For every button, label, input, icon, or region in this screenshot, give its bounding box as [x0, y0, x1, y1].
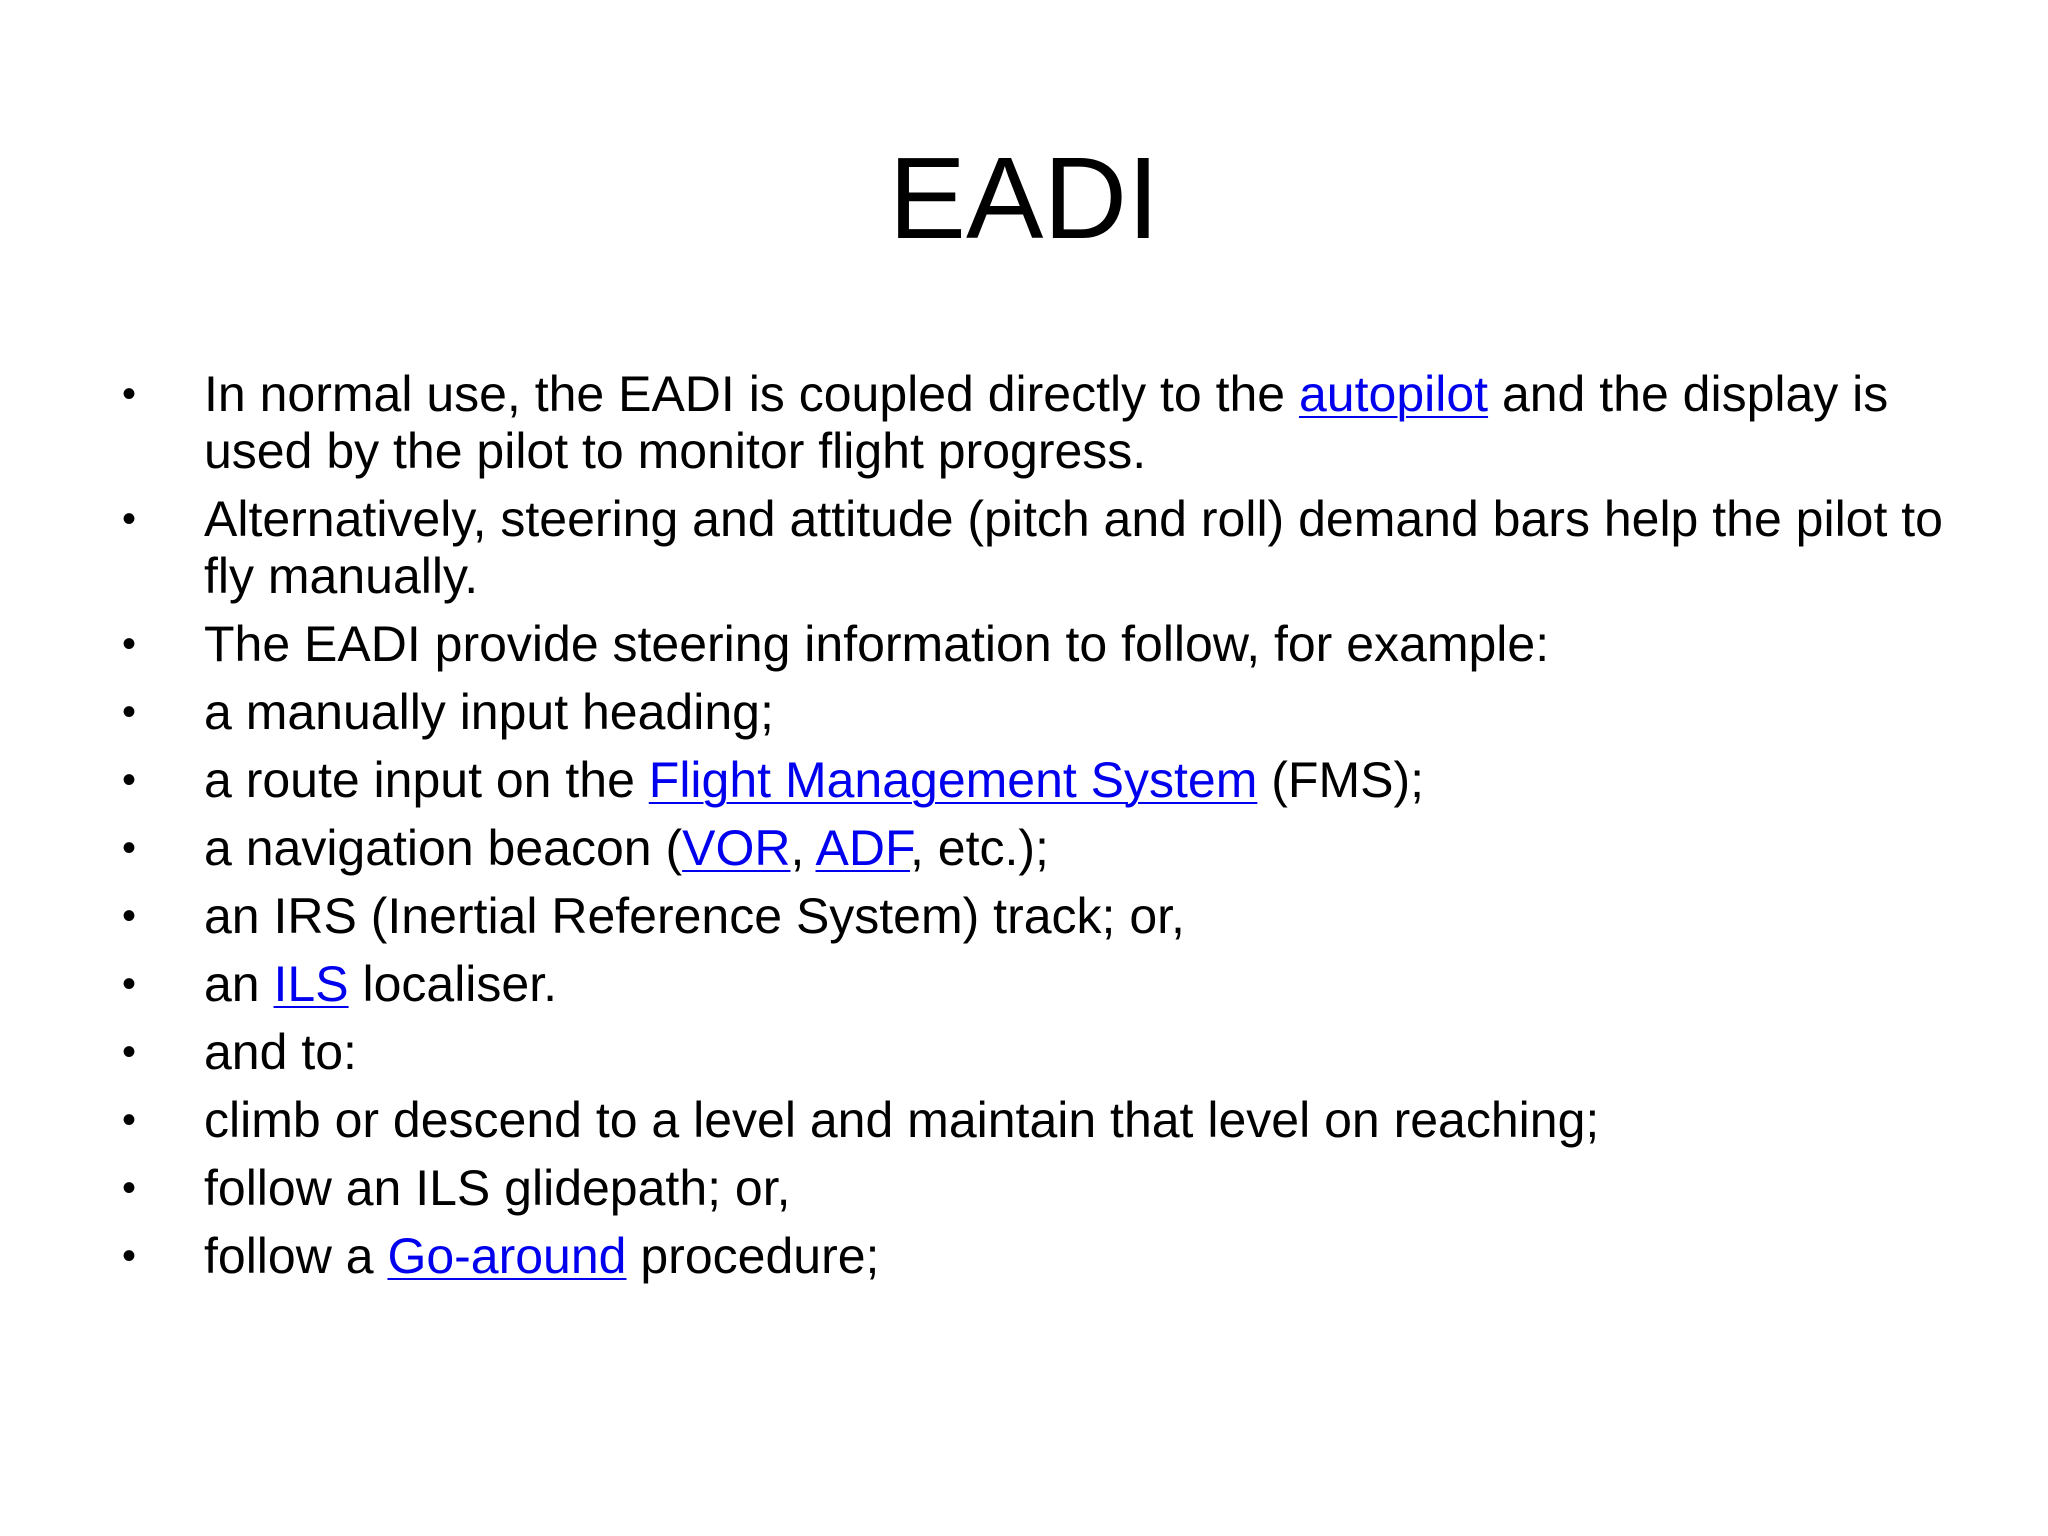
bullet-text: (FMS);	[1257, 752, 1425, 808]
bullet-text: procedure;	[626, 1228, 880, 1284]
link-adf[interactable]: ADF	[815, 820, 910, 876]
bullet-dot-icon: •	[122, 1234, 137, 1278]
bullet-text: follow a	[204, 1228, 388, 1284]
bullet-text: a manually input heading;	[204, 684, 774, 740]
bullet-dot-icon: •	[122, 826, 137, 870]
bullet-text: climb or descend to a level and maintain that level on reaching;	[204, 1092, 1600, 1148]
bullet-dot-icon: •	[122, 758, 137, 802]
bullet-text: Alternatively, steering and attitude (pitch and roll) demand bars help the pilot to fly manually.	[204, 491, 1943, 604]
bullet-text: an IRS (Inertial Reference System) track; or,	[204, 888, 1185, 944]
bullet-text: The EADI provide steering information to follow, for example:	[204, 616, 1550, 672]
bullet-text: localiser.	[348, 956, 558, 1012]
link-ils[interactable]: ILS	[273, 956, 349, 1012]
bullet-item-12	[120, 1228, 1960, 1285]
bullet-item-1	[120, 366, 1960, 480]
link-flight-management-system[interactable]: Flight Management System	[648, 752, 1258, 808]
bullet-text: a navigation beacon (	[204, 820, 683, 876]
bullet-text: and the display is used by the pilot to monitor flight progress.	[204, 366, 1889, 479]
bullet-dot-icon: •	[122, 1166, 137, 1210]
bullet-item-7	[120, 888, 1960, 945]
bullet-item-2	[120, 491, 1960, 605]
link-autopilot[interactable]: autopilot	[1299, 366, 1489, 422]
bullet-item-9	[120, 1024, 1960, 1081]
bullet-item-11	[120, 1160, 1960, 1217]
bullet-dot-icon: •	[122, 894, 137, 938]
bullet-dot-icon: •	[122, 962, 137, 1006]
slide-title: EADI	[888, 133, 1160, 263]
bullet-text: follow an ILS glidepath; or,	[204, 1160, 791, 1216]
bullet-item-10	[120, 1092, 1960, 1149]
link-go-around[interactable]: Go-around	[387, 1228, 627, 1284]
bullet-item-8	[120, 956, 1960, 1013]
bullet-text: ,	[790, 820, 816, 876]
bullet-text: In normal use, the EADI is coupled directly to the	[204, 366, 1299, 422]
bullet-dot-icon: •	[122, 690, 137, 734]
bullet-text: a route input on the	[204, 752, 649, 808]
bullet-dot-icon: •	[122, 622, 137, 666]
bullet-item-3	[120, 616, 1960, 673]
bullet-dot-icon: •	[122, 1030, 137, 1074]
bullet-dot-icon: •	[122, 372, 137, 416]
bullet-item-6	[120, 820, 1960, 877]
bullet-text: an	[204, 956, 274, 1012]
bullet-text: and to:	[204, 1024, 357, 1080]
bullet-list	[120, 366, 1960, 1296]
link-vor[interactable]: VOR	[682, 820, 791, 876]
bullet-item-5	[120, 752, 1960, 809]
bullet-item-4	[120, 684, 1960, 741]
bullet-dot-icon: •	[122, 497, 137, 541]
bullet-dot-icon: •	[122, 1098, 137, 1142]
bullet-text: , etc.);	[909, 820, 1049, 876]
